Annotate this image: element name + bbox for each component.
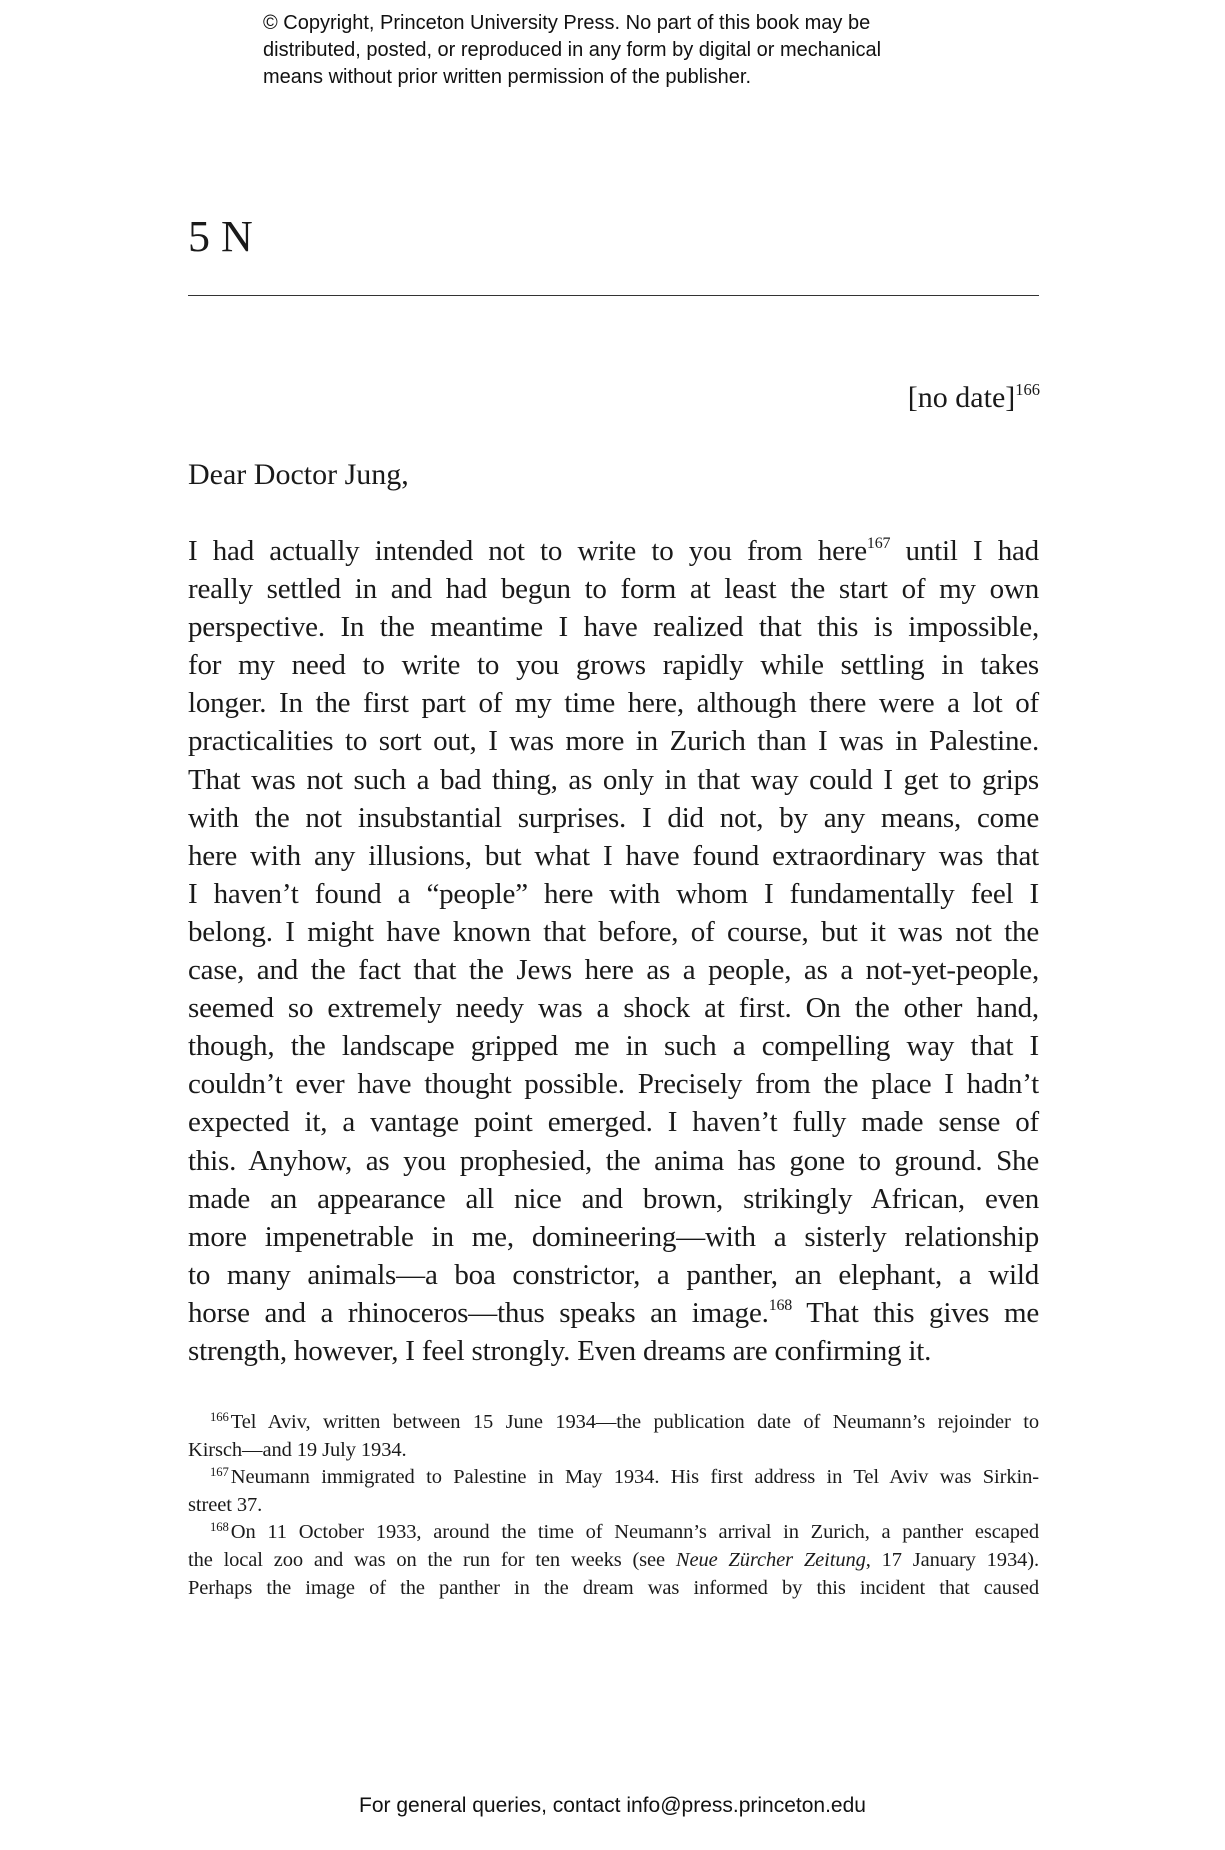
body-line: I haven’t found a “people” here with whom I fundamentally feel I	[188, 877, 1039, 910]
footnotes-section	[188, 1409, 1039, 1602]
body-line: I had actually intended not to write to you from here$^{167}$ until I had	[188, 535, 1039, 567]
body-line: seemed so extremely needy was a shock at first. On the other hand,	[188, 992, 1039, 1025]
footnote-line: the local zoo and was on the run for ten weeks (see Neue Zürcher Zeitung, 17 January 1934).	[188, 1548, 1039, 1571]
newspaper-title: Neue Zürcher Zeitung	[675, 1548, 866, 1571]
body-line: That was not such a bad thing, as only in that way could I get to grips	[188, 763, 1039, 796]
body-line: though, the landscape gripped me in such a compelling way that I	[188, 1030, 1039, 1063]
body-line: perspective. In the meantime I have realized that this is impossible,	[188, 611, 1039, 644]
body-line: strength, however, I feel strongly. Even dreams are confirming it.	[188, 1334, 932, 1367]
footer-contact: For general queries, contact info@press.princeton.edu	[359, 1794, 866, 1817]
footnote-ref[interactable]: 166	[1015, 379, 1040, 399]
footnote-168: $^{168}$On 11 October 1933, around the time of Neumann’s arrival in Zurich, a panther escaped	[210, 1520, 1039, 1544]
letter-body	[188, 532, 1039, 1370]
body-line: belong. I might have known that before, of course, but it was not the	[188, 915, 1039, 948]
footnote-number: 167	[210, 1465, 229, 1480]
letter-date-text: [no date]	[907, 381, 1016, 414]
footnote-ref[interactable]: 167	[866, 535, 891, 553]
footnote-line: street 37.	[188, 1493, 263, 1516]
body-line: to many animals—a boa constrictor, a panther, an elephant, a wild	[188, 1258, 1039, 1291]
footnote-166: $^{166}$Tel Aviv, written between 15 June 1934—the publication date of Neumann’s rejoinder to	[210, 1410, 1039, 1433]
footnote-number: 168	[210, 1520, 229, 1535]
footnote-line: Perhaps the image of the panther in the dream was informed by this incident that caused	[188, 1576, 1039, 1599]
body-line: this. Anyhow, as you prophesied, the anima has gone to ground. She	[188, 1144, 1039, 1177]
body-line: more impenetrable in me, domineering—with a sisterly relationship	[188, 1220, 1039, 1253]
footnote-number: 166	[210, 1410, 229, 1425]
body-line: horse and a rhinoceros—thus speaks an image.$^{168}$ That this gives me	[188, 1296, 1039, 1329]
body-line: case, and the fact that the Jews here as a people, as a not-yet-people,	[188, 954, 1039, 987]
body-line: for my need to write to you grows rapidly while settling in takes	[188, 649, 1039, 682]
letter-salutation: Dear Doctor Jung,	[188, 458, 409, 491]
copyright-line: means without prior written permission of the publisher.	[263, 66, 752, 88]
body-line: really settled in and had begun to form at least the start of my own	[188, 573, 1039, 606]
body-line: with the not insubstantial surprises. I did not, by any means, come	[188, 801, 1039, 834]
copyright-line: distributed, posted, or reproduced in any form by digital or mechanical	[263, 39, 882, 61]
title-rule-divider	[188, 295, 1039, 296]
copyright-notice	[263, 10, 1023, 91]
letter-date	[908, 376, 1040, 420]
body-line: here with any illusions, but what I have found extraordinary was that	[188, 839, 1039, 872]
copyright-line: © Copyright, Princeton University Press. No part of this book may be	[263, 12, 871, 34]
body-line: couldn’t ever have thought possible. Precisely from the place I hadn’t	[188, 1068, 1039, 1101]
body-line: expected it, a vantage point emerged. I haven’t fully made sense of	[188, 1106, 1039, 1139]
footnote-line: Kirsch—and 19 July 1934.	[188, 1438, 407, 1461]
footnote-167: $^{167}$Neumann immigrated to Palestine in May 1934. His first address in Tel Aviv was Sirkin-	[210, 1465, 1039, 1489]
body-line: longer. In the first part of my time here, although there were a lot of	[188, 687, 1039, 720]
chapter-title: 5 N	[188, 212, 253, 261]
footnote-ref[interactable]: 168	[768, 1296, 793, 1314]
body-line: made an appearance all nice and brown, strikingly African, even	[188, 1182, 1039, 1215]
body-line: practicalities to sort out, I was more in Zurich than I was in Palestine.	[188, 725, 1039, 758]
